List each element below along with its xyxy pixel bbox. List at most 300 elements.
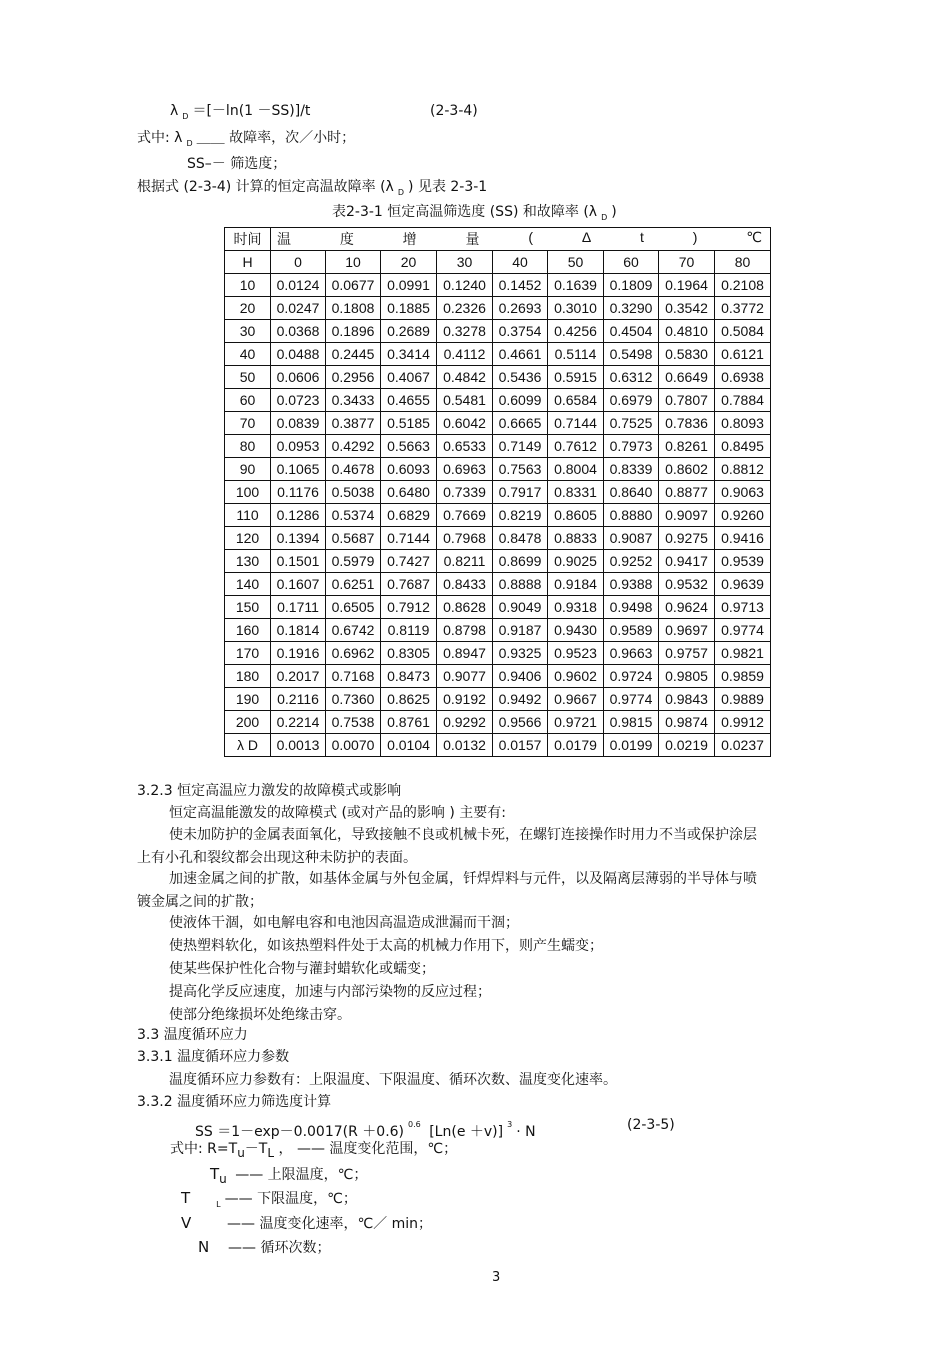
- value-cell: 0.9889: [715, 688, 771, 711]
- page-number: 3: [492, 1270, 501, 1285]
- value-cell: 0.9713: [715, 596, 771, 619]
- value-cell: 0.4842: [437, 366, 493, 389]
- value-cell: 0.8478: [493, 527, 548, 550]
- value-cell: 0.9874: [659, 711, 715, 734]
- header-word: t: [640, 229, 644, 245]
- value-cell: 0.6121: [715, 343, 771, 366]
- value-cell: 0.8433: [437, 573, 493, 596]
- value-cell: 0.6742: [326, 619, 381, 642]
- value-cell: 0.8602: [659, 458, 715, 481]
- value-cell: 0.3433: [326, 389, 381, 412]
- value-cell: 0.8119: [381, 619, 437, 642]
- value-cell: 0.8331: [548, 481, 604, 504]
- value-cell: 0.9388: [604, 573, 659, 596]
- def-tu: [210, 1165, 367, 1188]
- value-cell: 0.0237: [715, 734, 771, 757]
- value-cell: 0.7836: [659, 412, 715, 435]
- table-row: [225, 688, 771, 711]
- value-cell: 0.0839: [271, 412, 326, 435]
- value-cell: 0.8473: [381, 665, 437, 688]
- temperature-increment-header: 10: [326, 251, 381, 274]
- value-cell: 0.6042: [437, 412, 493, 435]
- value-cell: 0.7687: [381, 573, 437, 596]
- row-time-cell: 180: [225, 665, 271, 688]
- value-cell: 0.2214: [271, 711, 326, 734]
- formula-235-exp2: 3: [507, 1120, 513, 1129]
- formula-lhs: λ: [170, 103, 179, 119]
- row-time-cell: 150: [225, 596, 271, 619]
- value-cell: 0.9667: [548, 688, 604, 711]
- value-cell: 0.1607: [271, 573, 326, 596]
- value-cell: 0.0368: [271, 320, 326, 343]
- value-cell: 0.1394: [271, 527, 326, 550]
- row-time-cell: 70: [225, 412, 271, 435]
- item-wax: 使某些保护性化合物与灌封蜡软化或蠕变；: [169, 961, 435, 977]
- table-row: [225, 435, 771, 458]
- value-cell: 0.8628: [437, 596, 493, 619]
- value-cell: 0.9815: [604, 711, 659, 734]
- value-cell: 0.9063: [715, 481, 771, 504]
- value-cell: 0.7669: [437, 504, 493, 527]
- value-cell: 0.6829: [381, 504, 437, 527]
- caption-sub: D: [601, 213, 608, 222]
- def-tl-sub: L: [216, 1200, 221, 1209]
- value-cell: 0.9721: [548, 711, 604, 734]
- formula-235-part2: [Ln(e ＋v)]: [429, 1124, 504, 1140]
- formula-rhs: ＝[－ln(1 －SS)]/t: [192, 103, 311, 119]
- basis-tail: ) 见表 2-3-1: [408, 179, 488, 195]
- value-cell: 0.8625: [381, 688, 437, 711]
- value-cell: 0.7968: [437, 527, 493, 550]
- value-cell: 0.9184: [548, 573, 604, 596]
- item-insulation: 使部分绝缘损坏处绝缘击穿。: [169, 1007, 351, 1023]
- temperature-increment-header: 80: [715, 251, 771, 274]
- table-row: [225, 596, 771, 619]
- value-cell: 0.9532: [659, 573, 715, 596]
- value-cell: 0.4067: [381, 366, 437, 389]
- table-row: [225, 550, 771, 573]
- value-cell: 0.5498: [604, 343, 659, 366]
- value-cell: 0.7807: [659, 389, 715, 412]
- table-row: [225, 527, 771, 550]
- value-cell: 0.9663: [604, 642, 659, 665]
- value-cell: 0.9275: [659, 527, 715, 550]
- value-cell: 0.2116: [271, 688, 326, 711]
- value-cell: 0.9912: [715, 711, 771, 734]
- section-3-3-1-text: 温度循环应力参数有：上限温度、下限温度、循环次数、温度变化速率。: [169, 1072, 617, 1088]
- def-tl-sym: T: [181, 1189, 191, 1207]
- row-time-cell: 40: [225, 343, 271, 366]
- value-cell: 0.1176: [271, 481, 326, 504]
- value-cell: 0.2693: [493, 297, 548, 320]
- value-cell: 0.5915: [548, 366, 604, 389]
- table-row: [225, 458, 771, 481]
- item-oxidation: 使未加防护的金属表面氧化，导致接触不良或机械卡死，在螺钉连接操作时用力不当或保护涂层上有小孔和裂纹都会出现这种未防护的表面。: [137, 827, 757, 866]
- value-cell: 0.8880: [604, 504, 659, 527]
- value-cell: 0.9187: [493, 619, 548, 642]
- table-row: [225, 320, 771, 343]
- value-cell: 0.9025: [548, 550, 604, 573]
- value-cell: 0.0247: [271, 297, 326, 320]
- where-235-minus: －T: [244, 1141, 268, 1157]
- formula-2-3-4: [170, 102, 310, 126]
- value-cell: 0.8261: [659, 435, 715, 458]
- table-unit-row: [225, 251, 771, 274]
- value-cell: 0.1240: [437, 274, 493, 297]
- formula-lhs-sub: D: [182, 112, 189, 121]
- section-3-2-3-intro: 恒定高温能激发的故障模式 (或对产品的影响 ) 主要有:: [169, 805, 506, 821]
- row-time-cell: 20: [225, 297, 271, 320]
- where-235-sub-l: L: [267, 1146, 275, 1160]
- value-cell: 0.8699: [493, 550, 548, 573]
- value-cell: 0.7525: [604, 412, 659, 435]
- formula-235-part1: SS ＝1－exp－0.0017(R ＋0.6): [195, 1124, 405, 1140]
- row-time-cell: λ D: [225, 734, 271, 757]
- value-cell: 0.9757: [659, 642, 715, 665]
- def-tu-sub: u: [219, 1172, 227, 1186]
- value-cell: 0.9430: [548, 619, 604, 642]
- value-cell: 0.8877: [659, 481, 715, 504]
- item-thermoplastic: 使热塑料软化，如该热塑料件处于太高的机械力作用下，则产生蠕变；: [169, 938, 603, 954]
- value-cell: 0.1916: [271, 642, 326, 665]
- table-row: [225, 619, 771, 642]
- row-time-cell: 160: [225, 619, 271, 642]
- value-cell: 0.5114: [548, 343, 604, 366]
- value-cell: 0.8605: [548, 504, 604, 527]
- value-cell: 0.1639: [548, 274, 604, 297]
- formula-235-exp1: 0.6: [408, 1120, 421, 1129]
- value-cell: 0.6938: [715, 366, 771, 389]
- header-word: 温: [277, 231, 291, 247]
- header-corner: 时间: [225, 228, 271, 251]
- value-cell: 0.1711: [271, 596, 326, 619]
- value-cell: 0.8305: [381, 642, 437, 665]
- value-cell: 0.8640: [604, 481, 659, 504]
- def-n-text: —— 循环次数；: [228, 1240, 331, 1256]
- table-caption: [332, 203, 617, 227]
- value-cell: 0.9192: [437, 688, 493, 711]
- item-liquid: 使液体干涸，如电解电容和电池因高温造成泄漏而干涸；: [169, 915, 519, 931]
- value-cell: 0.7612: [548, 435, 604, 458]
- value-cell: 0.0132: [437, 734, 493, 757]
- row-time-cell: 190: [225, 688, 271, 711]
- value-cell: 0.6665: [493, 412, 548, 435]
- basis-sub: D: [397, 188, 405, 197]
- value-cell: 0.9774: [715, 619, 771, 642]
- value-cell: 0.0219: [659, 734, 715, 757]
- value-cell: 0.0157: [493, 734, 548, 757]
- value-cell: 0.7360: [326, 688, 381, 711]
- value-cell: 0.9492: [493, 688, 548, 711]
- value-cell: 0.1885: [381, 297, 437, 320]
- value-cell: 0.0488: [271, 343, 326, 366]
- row-time-cell: 130: [225, 550, 271, 573]
- value-cell: 0.1896: [326, 320, 381, 343]
- def-tl: [181, 1189, 357, 1214]
- table-row: [225, 573, 771, 596]
- value-cell: 0.9602: [548, 665, 604, 688]
- value-cell: 0.0179: [548, 734, 604, 757]
- value-cell: 0.3414: [381, 343, 437, 366]
- value-cell: 0.4256: [548, 320, 604, 343]
- table-row: [225, 734, 771, 757]
- item-diffusion: 加速金属之间的扩散，如基体金属与外包金属，钎焊焊料与元件，以及隔离层薄弱的半导体与喷镀金属之间的扩散；: [137, 871, 757, 910]
- value-cell: 0.7149: [493, 435, 548, 458]
- row-time-cell: 50: [225, 366, 271, 389]
- value-cell: 0.8812: [715, 458, 771, 481]
- header-word: ): [692, 229, 698, 245]
- value-cell: 0.4810: [659, 320, 715, 343]
- formula-235-number: (2-3-5): [627, 1117, 675, 1133]
- value-cell: 0.4112: [437, 343, 493, 366]
- value-cell: 0.7973: [604, 435, 659, 458]
- value-cell: 0.1286: [271, 504, 326, 527]
- value-cell: 0.9697: [659, 619, 715, 642]
- header-word: 增: [402, 231, 417, 247]
- value-cell: 0.0104: [381, 734, 437, 757]
- value-cell: 0.6480: [381, 481, 437, 504]
- value-cell: 0.7427: [381, 550, 437, 573]
- section-3-3-1-heading: 3.3.1 温度循环应力参数: [137, 1049, 290, 1065]
- value-cell: 0.1814: [271, 619, 326, 642]
- value-cell: 0.3754: [493, 320, 548, 343]
- table-row: [225, 343, 771, 366]
- value-cell: 0.4655: [381, 389, 437, 412]
- where-text: ＿＿ 故障率，次／小时；: [196, 130, 356, 146]
- where-235-label: 式中: R=T: [170, 1141, 238, 1157]
- value-cell: 0.9416: [715, 527, 771, 550]
- table-row: [225, 481, 771, 504]
- value-cell: 0.8004: [548, 458, 604, 481]
- row-time-cell: 200: [225, 711, 271, 734]
- value-cell: 0.3877: [326, 412, 381, 435]
- row-time-cell: 170: [225, 642, 271, 665]
- formula-235-part3: · N: [516, 1124, 536, 1140]
- section-3-2-3-heading: 3.2.3 恒定高温应力激发的故障模式或影响: [137, 783, 402, 799]
- unit-cell-hours: H: [225, 251, 271, 274]
- value-cell: 0.6649: [659, 366, 715, 389]
- value-cell: 0.0199: [604, 734, 659, 757]
- row-time-cell: 10: [225, 274, 271, 297]
- value-cell: 0.9539: [715, 550, 771, 573]
- value-cell: 0.5038: [326, 481, 381, 504]
- value-cell: 0.7917: [493, 481, 548, 504]
- value-cell: 0.2108: [715, 274, 771, 297]
- value-cell: 0.3290: [604, 297, 659, 320]
- where-ss: SS–－ 筛选度；: [187, 156, 287, 172]
- value-cell: 0.8798: [437, 619, 493, 642]
- value-cell: 0.4504: [604, 320, 659, 343]
- value-cell: 0.9049: [493, 596, 548, 619]
- def-tu-text: —— 上限温度，℃；: [235, 1167, 368, 1183]
- header-span: [271, 228, 771, 251]
- value-cell: 0.1065: [271, 458, 326, 481]
- value-cell: 0.6312: [604, 366, 659, 389]
- row-time-cell: 80: [225, 435, 271, 458]
- value-cell: 0.0013: [271, 734, 326, 757]
- value-cell: 0.5663: [381, 435, 437, 458]
- value-cell: 0.7144: [548, 412, 604, 435]
- value-cell: 0.5185: [381, 412, 437, 435]
- table-row: [225, 412, 771, 435]
- value-cell: 0.9325: [493, 642, 548, 665]
- value-cell: 0.9821: [715, 642, 771, 665]
- basis-text: 根据式 (2-3-4) 计算的恒定高温故障率 (λ: [137, 179, 394, 195]
- caption-text: 表2-3-1 恒定高温筛选度 (SS) 和故障率 (λ: [332, 204, 598, 220]
- value-cell: 0.6533: [437, 435, 493, 458]
- header-word: Δ: [581, 229, 592, 245]
- value-cell: 0.1501: [271, 550, 326, 573]
- table-row: [225, 297, 771, 320]
- where-sub: D: [186, 139, 193, 148]
- value-cell: 0.9498: [604, 596, 659, 619]
- value-cell: 0.6979: [604, 389, 659, 412]
- screening-table: [224, 227, 771, 757]
- value-cell: 0.9417: [659, 550, 715, 573]
- value-cell: 0.6099: [493, 389, 548, 412]
- value-cell: 0.9087: [604, 527, 659, 550]
- value-cell: 0.3772: [715, 297, 771, 320]
- value-cell: 0.7538: [326, 711, 381, 734]
- table-row: [225, 711, 771, 734]
- temperature-increment-header: 20: [381, 251, 437, 274]
- header-word: ℃: [746, 229, 762, 245]
- value-cell: 0.9566: [493, 711, 548, 734]
- value-cell: 0.9318: [548, 596, 604, 619]
- value-cell: 0.1964: [659, 274, 715, 297]
- temperature-increment-header: 0: [271, 251, 326, 274]
- row-time-cell: 90: [225, 458, 271, 481]
- value-cell: 0.5830: [659, 343, 715, 366]
- value-cell: 0.2956: [326, 366, 381, 389]
- row-time-cell: 140: [225, 573, 271, 596]
- value-cell: 0.8219: [493, 504, 548, 527]
- value-cell: 0.3010: [548, 297, 604, 320]
- value-cell: 0.0953: [271, 435, 326, 458]
- value-cell: 0.9406: [493, 665, 548, 688]
- where-235: [170, 1140, 457, 1162]
- value-cell: 0.7563: [493, 458, 548, 481]
- where-label: 式中: λ: [137, 130, 183, 146]
- value-cell: 0.2017: [271, 665, 326, 688]
- value-cell: 0.6505: [326, 596, 381, 619]
- value-cell: 0.7912: [381, 596, 437, 619]
- value-cell: 0.0124: [271, 274, 326, 297]
- value-cell: 0.6093: [381, 458, 437, 481]
- table-row: [225, 366, 771, 389]
- value-cell: 0.9260: [715, 504, 771, 527]
- row-time-cell: 120: [225, 527, 271, 550]
- value-cell: 0.7168: [326, 665, 381, 688]
- value-cell: 0.4678: [326, 458, 381, 481]
- def-tu-sym: T: [210, 1165, 220, 1183]
- value-cell: 0.8093: [715, 412, 771, 435]
- value-cell: 0.6584: [548, 389, 604, 412]
- value-cell: 0.9523: [548, 642, 604, 665]
- value-cell: 0.0070: [326, 734, 381, 757]
- value-cell: 0.9774: [604, 688, 659, 711]
- value-cell: 0.2326: [437, 297, 493, 320]
- row-time-cell: 60: [225, 389, 271, 412]
- table-row: [225, 274, 771, 297]
- temperature-increment-header: 30: [437, 251, 493, 274]
- value-cell: 0.6963: [437, 458, 493, 481]
- value-cell: 0.5481: [437, 389, 493, 412]
- value-cell: 0.1809: [604, 274, 659, 297]
- value-cell: 0.9805: [659, 665, 715, 688]
- value-cell: 0.7884: [715, 389, 771, 412]
- row-time-cell: 110: [225, 504, 271, 527]
- header-word: 量: [465, 231, 480, 247]
- formula-2-3-5: [195, 1116, 536, 1141]
- value-cell: 0.8211: [437, 550, 493, 573]
- value-cell: 0.5374: [326, 504, 381, 527]
- table-row: [225, 642, 771, 665]
- value-cell: 0.0606: [271, 366, 326, 389]
- row-time-cell: 100: [225, 481, 271, 504]
- where-lambda: [137, 129, 355, 153]
- value-cell: 0.3278: [437, 320, 493, 343]
- value-cell: 0.5687: [326, 527, 381, 550]
- value-cell: 0.8339: [604, 458, 659, 481]
- value-cell: 0.9639: [715, 573, 771, 596]
- table-header-row: [225, 228, 771, 251]
- def-v-text: —— 温度变化速率，℃／ min；: [227, 1216, 433, 1232]
- value-cell: 0.9843: [659, 688, 715, 711]
- row-time-cell: 30: [225, 320, 271, 343]
- value-cell: 0.2445: [326, 343, 381, 366]
- temperature-increment-header: 70: [659, 251, 715, 274]
- header-word: 度: [339, 231, 354, 247]
- value-cell: 0.0991: [381, 274, 437, 297]
- value-cell: 0.0723: [271, 389, 326, 412]
- value-cell: 0.8947: [437, 642, 493, 665]
- value-cell: 0.4292: [326, 435, 381, 458]
- value-cell: 0.0677: [326, 274, 381, 297]
- value-cell: 0.3542: [659, 297, 715, 320]
- value-cell: 0.1452: [493, 274, 548, 297]
- def-tl-text: —— 下限温度，℃；: [224, 1191, 357, 1207]
- temperature-increment-header: 60: [604, 251, 659, 274]
- value-cell: 0.4661: [493, 343, 548, 366]
- where-235-sub-u: u: [237, 1146, 245, 1160]
- value-cell: 0.1808: [326, 297, 381, 320]
- value-cell: 0.9859: [715, 665, 771, 688]
- def-v: [181, 1214, 432, 1233]
- value-cell: 0.5436: [493, 366, 548, 389]
- def-v-sym: V: [181, 1214, 192, 1232]
- value-cell: 0.9252: [604, 550, 659, 573]
- table-row: [225, 389, 771, 412]
- value-cell: 0.8833: [548, 527, 604, 550]
- value-cell: 0.8761: [381, 711, 437, 734]
- value-cell: 0.8495: [715, 435, 771, 458]
- value-cell: 0.5979: [326, 550, 381, 573]
- value-cell: 0.5084: [715, 320, 771, 343]
- value-cell: 0.6962: [326, 642, 381, 665]
- header-word: (: [528, 229, 533, 245]
- value-cell: 0.2689: [381, 320, 437, 343]
- value-cell: 0.9724: [604, 665, 659, 688]
- where-235-text: ， —— 温度变化范围，℃；: [274, 1141, 458, 1157]
- value-cell: 0.7144: [381, 527, 437, 550]
- def-n: [198, 1238, 330, 1257]
- caption-tail: ): [611, 204, 617, 220]
- temperature-increment-header: 50: [548, 251, 604, 274]
- value-cell: 0.6251: [326, 573, 381, 596]
- value-cell: 0.9624: [659, 596, 715, 619]
- value-cell: 0.9097: [659, 504, 715, 527]
